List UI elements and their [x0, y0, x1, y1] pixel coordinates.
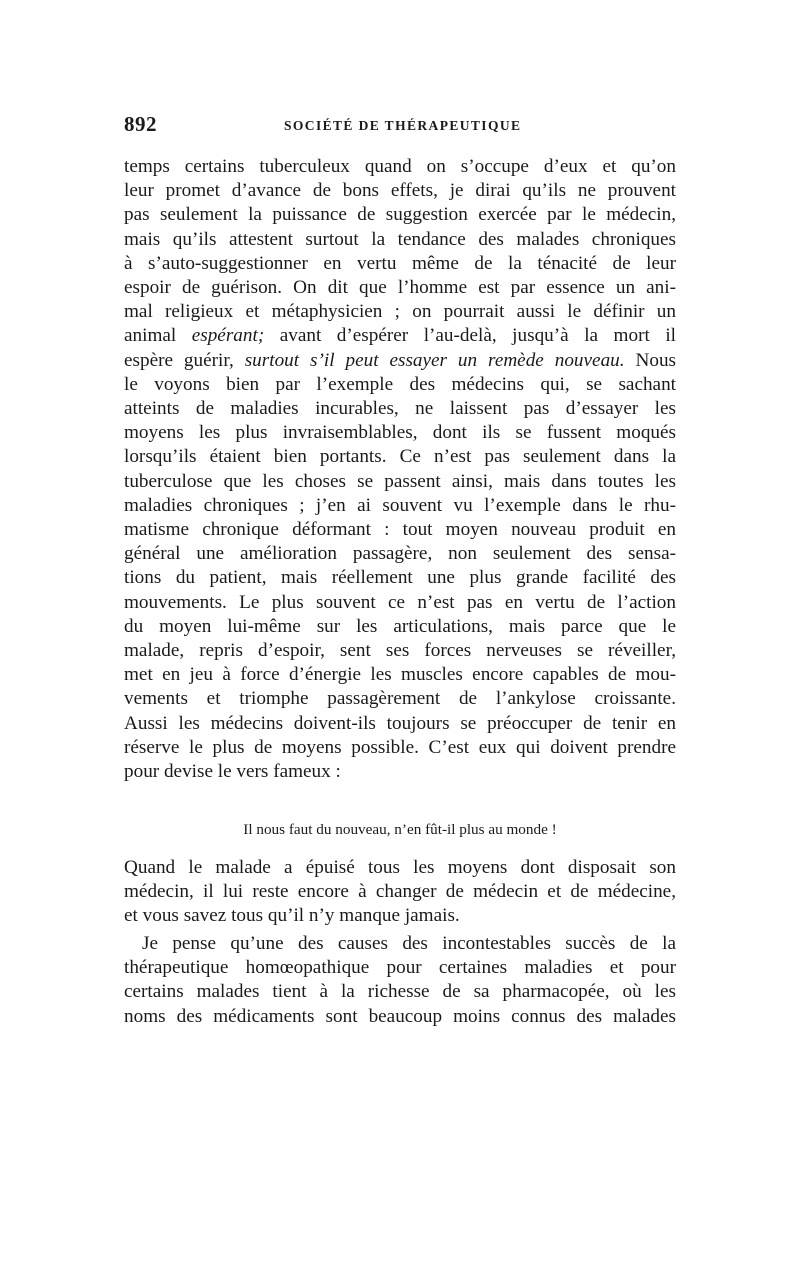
text-line: tions du patient, mais réellement une plus grande facilité des — [124, 567, 676, 589]
text-line: espoir de guérison. On dit que l’homme est par essence un ani- — [124, 277, 676, 299]
text-line: Je pense qu’une des causes des incontestables succès de la — [142, 933, 676, 954]
italic-text: espérant; — [191, 325, 265, 347]
text-line: le voyons bien par l’exemple des médecins qui, se sachant — [124, 373, 676, 395]
paragraph-continued — [124, 155, 676, 784]
paragraph — [124, 856, 676, 929]
page-header — [124, 112, 676, 138]
text-run: animal — [124, 325, 192, 347]
text-line: à s’auto-suggestionner en vertu même de la ténacité de leur — [124, 252, 676, 274]
text-line: noms des médicaments sont beaucoup moins connus des malades — [124, 1005, 676, 1027]
text-line-mixed — [124, 324, 676, 348]
paragraph — [124, 932, 676, 1029]
text-line: atteints de maladies incurables, ne laissent pas d’essayer les — [124, 398, 676, 420]
verse-quotation: Il nous faut du nouveau, n’en fût-il plus au monde ! — [243, 821, 557, 838]
text-run: avant d’espérer l’au-delà, jusqu’à la mort il — [264, 325, 676, 347]
text-run: espère guérir, — [124, 349, 245, 371]
text-run: Nous — [624, 349, 677, 371]
text-line: leur promet d’avance de bons effets, je dirai qu’ils ne prouvent — [124, 180, 676, 202]
text-line: maladies chroniques ; j’en ai souvent vu l’exemple dans le rhu- — [124, 494, 676, 516]
text-line: malade, repris d’espoir, sent ses forces nerveuses se réveiller, — [124, 640, 676, 662]
text-line: du moyen lui-même sur les articulations, mais parce que le — [124, 615, 676, 637]
text-line: médecin, il lui reste encore à changer de médecin et de médecine, — [124, 881, 676, 903]
text-line: pas seulement la puissance de suggestion exercée par le médecin, — [124, 204, 676, 226]
text-line: mal religieux et métaphysicien ; on pourrait aussi le définir un — [124, 301, 676, 323]
text-line: vements et triomphe passagèrement de l’ankylose croissante. — [124, 688, 676, 710]
text-line: Aussi les médecins doivent-ils toujours se préoccuper de tenir en — [124, 712, 676, 734]
text-line: certains malades tient à la richesse de sa pharmacopée, où les — [124, 981, 676, 1003]
text-line-mixed — [124, 349, 676, 373]
text-line: mouvements. Le plus souvent ce n’est pas en vertu de l’action — [124, 591, 676, 613]
text-line: lorsqu’ils étaient bien portants. Ce n’est pas seulement dans la — [124, 446, 676, 468]
text-line: mais qu’ils attestent surtout la tendance des malades chroniques — [124, 228, 676, 250]
text-line: temps certains tuberculeux quand on s’occupe d’eux et qu’on — [124, 156, 676, 177]
text-line: matisme chronique déformant : tout moyen nouveau produit en — [124, 519, 676, 541]
text-line: tuberculose que les choses se passent ainsi, mais dans toutes les — [124, 470, 676, 492]
text-line: met en jeu à force d’énergie les muscles encore capables de mou- — [124, 664, 676, 686]
running-head: SOCIÉTÉ DE THÉRAPEUTIQUE — [284, 118, 522, 133]
text-line: réserve le plus de moyens possible. C’est eux qui doivent prendre — [124, 736, 676, 758]
text-line: pour devise le vers fameux : — [124, 761, 341, 783]
text-line: moyens les plus invraisemblables, dont ils se fussent moqués — [124, 422, 676, 444]
text-line: et vous savez tous qu’il n’y manque jamais. — [124, 905, 460, 927]
page-number: 892 — [124, 112, 157, 136]
text-line: thérapeutique homœopathique pour certaines maladies et pour — [124, 957, 676, 979]
italic-text: surtout s’il peut essayer un remède nouveau. — [244, 349, 625, 371]
text-line: Quand le malade a épuisé tous les moyens dont disposait son — [124, 857, 676, 878]
text-line: général une amélioration passagère, non seulement des sensa- — [124, 543, 676, 565]
